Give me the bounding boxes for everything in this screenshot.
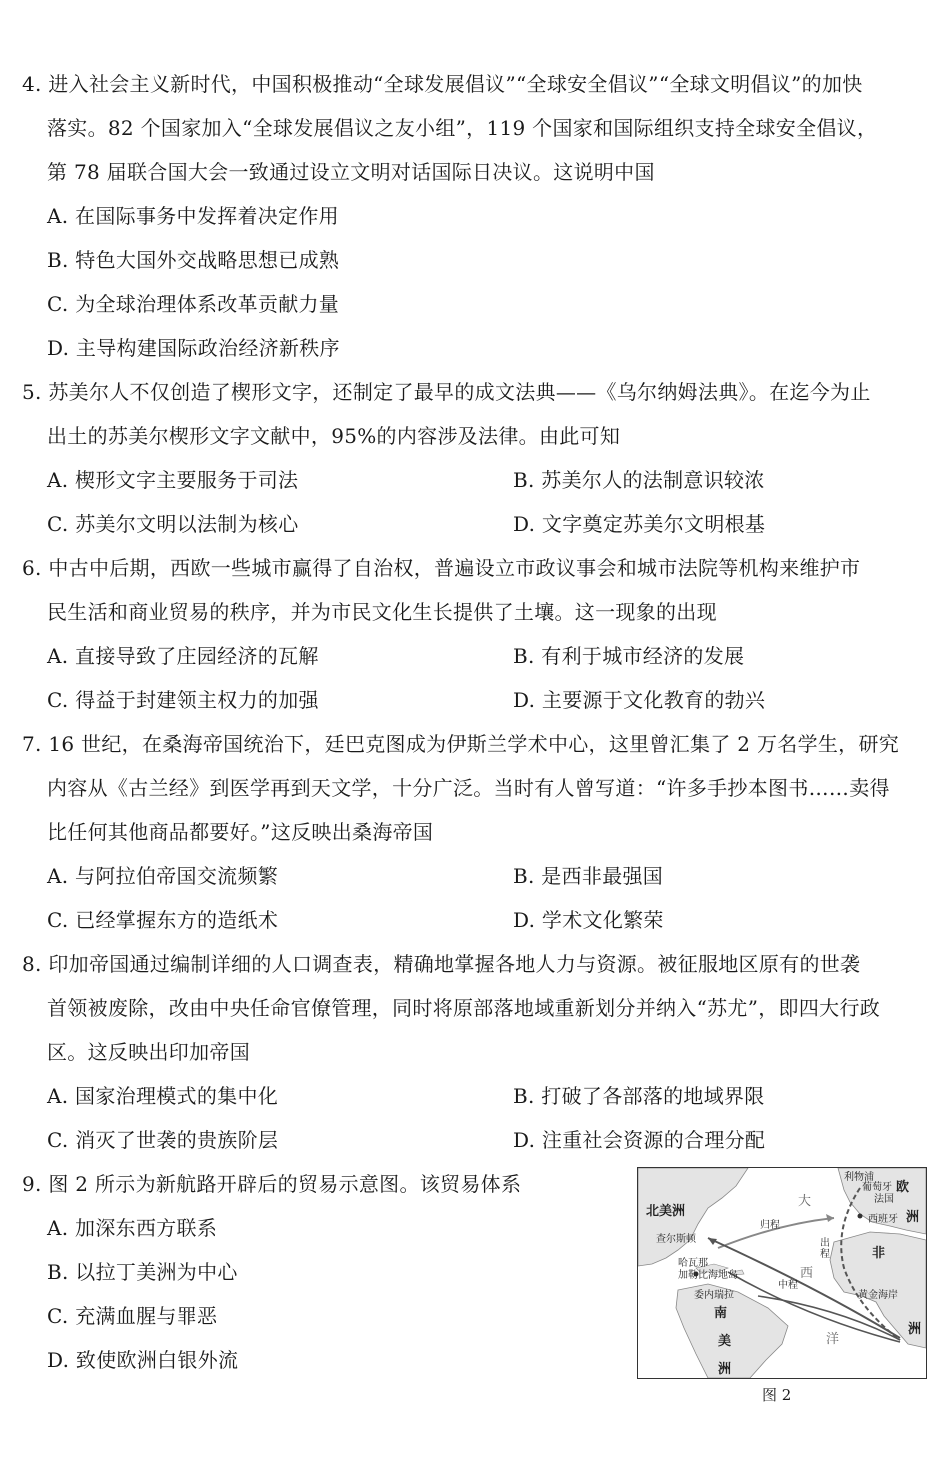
question-6-stem-line-2: 民生活和商业贸易的秩序，并为市民文化生长提供了土壤。这一现象的出现 — [47, 600, 717, 624]
question-7-option-c: C. 已经掌握东方的造纸术 — [47, 908, 279, 932]
question-6-option-d: D. 主要源于文化教育的勃兴 — [513, 688, 766, 712]
question-4-option-c: C. 为全球治理体系改革贡献力量 — [47, 292, 340, 316]
map-label-south-america-zhou: 洲 — [718, 1362, 732, 1377]
question-8-option-b: B. 打破了各部落的地域界限 — [513, 1084, 765, 1108]
return-route-arrow — [826, 1214, 834, 1222]
question-5-option-b: B. 苏美尔人的法制意识较浓 — [513, 468, 765, 492]
map-label-havana: 哈瓦那 — [678, 1258, 708, 1269]
map-label-return-leg: 归程 — [760, 1220, 780, 1231]
question-7-option-b: B. 是西非最强国 — [513, 864, 664, 888]
map-label-ocean-xi: 西 — [800, 1266, 814, 1281]
question-9-option-c: C. 充满血腥与罪恶 — [47, 1304, 218, 1328]
question-8-stem-line-1: 8. 印加帝国通过编制详细的人口调查表，精确地掌握各地人力与资源。被征服地区原有的世袭 — [22, 952, 861, 976]
figure-caption: 图 2 — [762, 1386, 792, 1404]
map-label-portugal: 葡萄牙 — [862, 1182, 892, 1193]
map-label-spain: 西班牙 — [868, 1214, 898, 1225]
question-8-option-c: C. 消灭了世袭的贵族阶层 — [47, 1128, 279, 1152]
map-label-europe-zhou: 洲 — [906, 1210, 920, 1225]
question-5-stem-line-1: 5. 苏美尔人不仅创造了楔形文字，还制定了最早的成文法典——《乌尔纳姆法典》。在迄今为止 — [22, 380, 871, 404]
map-label-africa-fei: 非 — [872, 1246, 886, 1261]
map-label-gold-coast: 黄金海岸 — [858, 1290, 898, 1301]
question-5-option-d: D. 文字奠定苏美尔文明根基 — [513, 512, 766, 536]
question-4-stem-line-3: 第 78 届联合国大会一致通过设立文明对话国际日决议。这说明中国 — [47, 160, 655, 184]
question-8-option-d: D. 注重社会资源的合理分配 — [513, 1128, 766, 1152]
question-9-option-a: A. 加深东西方联系 — [47, 1216, 218, 1240]
question-6-option-a: A. 直接导致了庄园经济的瓦解 — [47, 644, 319, 668]
question-8-stem-line-2: 首领被废除，改由中央任命官僚管理，同时将原部落地域重新划分并纳入“苏尤”，即四大行政 — [47, 996, 881, 1020]
map-label-south: 南 — [714, 1306, 728, 1321]
question-6-stem-line-1: 6. 中古中后期，西欧一些城市赢得了自治权，普遍设立市政议事会和城市法院等机构来维护市 — [22, 556, 861, 580]
map-label-liverpool: 利物浦 — [844, 1172, 874, 1183]
map-label-outbound-leg: 出程 — [820, 1238, 830, 1260]
map-label-africa-zhou: 洲 — [908, 1322, 922, 1337]
question-4-stem-line-1: 4. 进入社会主义新时代，中国积极推动“全球发展倡议”“全球安全倡议”“全球文明倡议”的加快 — [22, 72, 863, 96]
question-8-option-a: A. 国家治理模式的集中化 — [47, 1084, 279, 1108]
question-4-option-a: A. 在国际事务中发挥着决定作用 — [47, 204, 339, 228]
question-4-stem-line-2: 落实。82 个国家加入“全球发展倡议之友小组”，119 个国家和国际组织支持全球安全倡议， — [47, 116, 878, 140]
question-5-option-c: C. 苏美尔文明以法制为核心 — [47, 512, 299, 536]
map-label-ocean-yang: 洋 — [826, 1332, 840, 1347]
question-4-option-d: D. 主导构建国际政治经济新秩序 — [47, 336, 340, 360]
question-9-option-d: D. 致使欧洲白银外流 — [47, 1348, 239, 1372]
port-dot — [858, 1214, 863, 1219]
question-9-option-b: B. 以拉丁美洲为中心 — [47, 1260, 238, 1284]
question-6-option-c: C. 得益于封建领主权力的加强 — [47, 688, 319, 712]
map-label-caribbean: 加勒比海地岛 — [678, 1270, 738, 1281]
map-label-charleston: 查尔斯顿 — [656, 1234, 696, 1245]
question-7-stem-line-1: 7. 16 世纪，在桑海帝国统治下，廷巴克图成为伊斯兰学术中心，这里曾汇集了 2 万名学生，研究 — [22, 732, 900, 756]
map-label-europe-ou: 欧 — [896, 1180, 910, 1195]
question-6-option-b: B. 有利于城市经济的发展 — [513, 644, 745, 668]
question-5-option-a: A. 楔形文字主要服务于司法 — [47, 468, 299, 492]
question-7-option-d: D. 学术文化繁荣 — [513, 908, 664, 932]
map-label-mei: 美 — [718, 1334, 732, 1349]
map-label-france: 法国 — [874, 1194, 894, 1205]
map-label-venezuela: 委内瑞拉 — [694, 1290, 734, 1301]
question-8-stem-line-3: 区。这反映出印加帝国 — [47, 1040, 250, 1064]
trade-map-figure — [637, 1167, 927, 1379]
question-5-stem-line-2: 出土的苏美尔楔形文字文献中，95%的内容涉及法律。由此可知 — [47, 424, 621, 448]
question-7-option-a: A. 与阿拉伯帝国交流频繁 — [47, 864, 279, 888]
map-label-middle-leg: 中程 — [778, 1280, 798, 1291]
map-label-ocean-da: 大 — [798, 1194, 812, 1209]
question-9-stem-line-1: 9. 图 2 所示为新航路开辟后的贸易示意图。该贸易体系 — [22, 1172, 522, 1196]
map-label-north-america: 北美洲 — [646, 1204, 686, 1219]
question-7-stem-line-2: 内容从《古兰经》到医学再到天文学，十分广泛。当时有人曾写道：“许多手抄本图书……卖得 — [47, 776, 890, 800]
question-4-option-b: B. 特色大国外交战略思想已成熟 — [47, 248, 340, 272]
question-7-stem-line-3: 比任何其他商品都要好。”这反映出桑海帝国 — [47, 820, 434, 844]
